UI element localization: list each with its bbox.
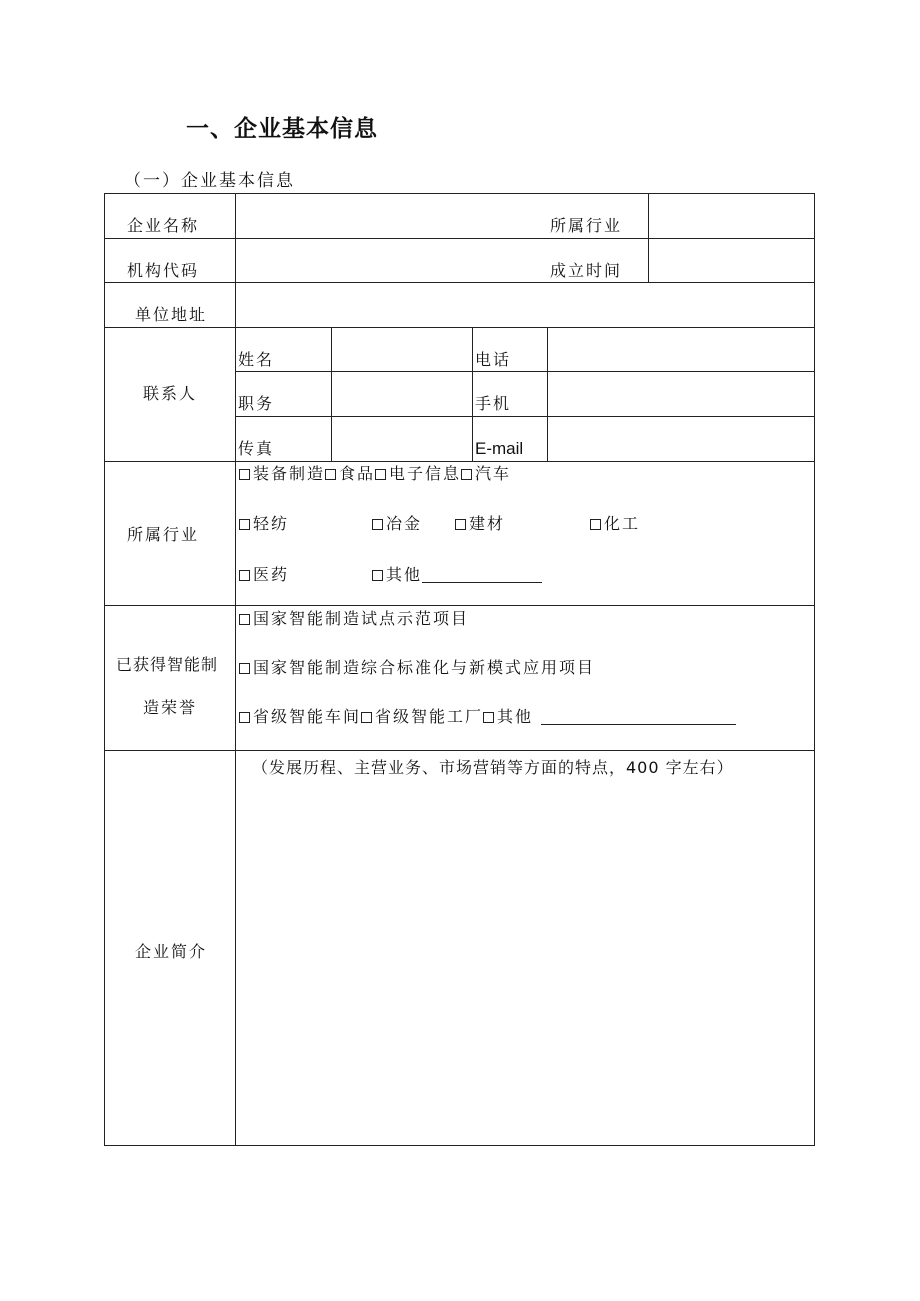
industry-medicine-checkbox[interactable]: 医药 [239, 565, 289, 585]
checkbox-icon [239, 570, 250, 581]
industry-building-checkbox[interactable]: 建材 [455, 514, 505, 534]
address-field[interactable] [237, 284, 813, 326]
industry-chemical-checkbox[interactable]: 化工 [590, 514, 640, 534]
industry-textile-checkbox[interactable]: 轻纺 [239, 514, 289, 534]
honor-other-checkbox[interactable]: 其他 [483, 707, 533, 726]
industry-label-top: 所属行业 [550, 216, 623, 235]
checkbox-icon [239, 614, 250, 625]
checkbox-icon [455, 519, 466, 530]
org-code-field[interactable] [237, 240, 537, 281]
contact-email-label: E-mail [475, 439, 524, 458]
honor-workshop-checkbox[interactable]: 省级智能车间 [239, 707, 361, 726]
honor-other-blank[interactable] [541, 708, 736, 725]
industry-other-checkbox[interactable]: 其他 [372, 565, 542, 585]
industry-food-checkbox[interactable]: 食品 [325, 464, 375, 483]
intro-textarea[interactable] [237, 785, 813, 1143]
company-name-field[interactable] [237, 195, 537, 237]
checkbox-icon [372, 519, 383, 530]
contact-mobile-field[interactable] [549, 373, 813, 415]
honor-factory-checkbox[interactable]: 省级智能工厂 [361, 707, 483, 726]
industry-auto-checkbox[interactable]: 汽车 [461, 464, 511, 483]
contact-mobile-label: 手机 [475, 394, 512, 413]
checkbox-icon [239, 519, 250, 530]
contact-email-field[interactable] [549, 418, 813, 460]
address-label: 单位地址 [135, 305, 208, 324]
honor-label-line1: 已获得智能制 [116, 655, 219, 674]
contact-fax-field[interactable] [333, 418, 471, 460]
industry-field[interactable] [650, 195, 813, 237]
industry-electronics-checkbox[interactable]: 电子信息 [375, 464, 461, 483]
contact-title-field[interactable] [333, 373, 471, 415]
founded-field[interactable] [650, 240, 813, 281]
checkbox-icon [361, 712, 372, 723]
honor-options-line3 [239, 707, 736, 727]
section-heading: 一、企业基本信息 [186, 116, 378, 142]
org-code-label: 机构代码 [127, 261, 200, 280]
checkbox-icon [483, 712, 494, 723]
contact-label: 联系人 [143, 384, 198, 403]
checkbox-icon [239, 712, 250, 723]
industry-metallurgy-checkbox[interactable]: 冶金 [372, 514, 422, 534]
industry-equipment-checkbox[interactable]: 装备制造 [239, 464, 325, 483]
founded-label: 成立时间 [550, 261, 623, 280]
contact-fax-label: 传真 [238, 439, 275, 458]
checkbox-icon [239, 663, 250, 674]
industry-options-line1 [239, 464, 511, 484]
intro-hint: （发展历程、主营业务、市场营销等方面的特点，400 字左右） [252, 758, 734, 777]
contact-phone-field[interactable] [549, 329, 813, 370]
contact-title-label: 职务 [238, 394, 275, 413]
checkbox-icon [590, 519, 601, 530]
honor-standard-checkbox[interactable]: 国家智能制造综合标准化与新模式应用项目 [239, 658, 595, 678]
checkbox-icon [239, 469, 250, 480]
honor-pilot-checkbox[interactable]: 国家智能制造试点示范项目 [239, 609, 469, 629]
company-name-label: 企业名称 [127, 216, 200, 235]
intro-label: 企业简介 [135, 942, 208, 961]
industry-other-blank[interactable] [422, 566, 542, 583]
checkbox-icon [375, 469, 386, 480]
contact-name-label: 姓名 [238, 350, 275, 369]
subsection-heading: （一）企业基本信息 [124, 171, 295, 191]
honor-label-line2: 造荣誉 [143, 698, 198, 717]
checkbox-icon [325, 469, 336, 480]
contact-phone-label: 电话 [475, 350, 512, 369]
checkbox-icon [461, 469, 472, 480]
industry-label: 所属行业 [127, 525, 200, 544]
checkbox-icon [372, 570, 383, 581]
contact-name-field[interactable] [333, 329, 471, 370]
